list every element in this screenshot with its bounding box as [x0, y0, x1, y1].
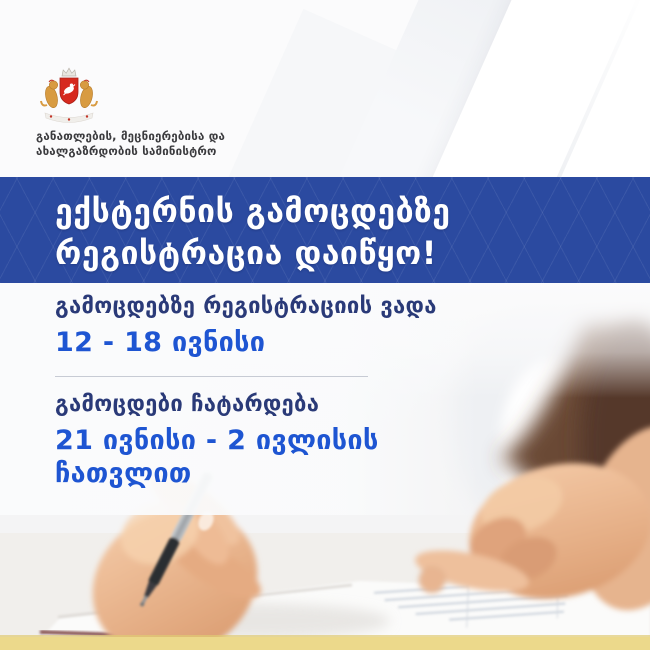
headline-banner: [0, 177, 650, 284]
exam-dates-label: გამოცდები ჩატარდება: [55, 392, 320, 417]
ministry-name: [36, 129, 225, 158]
headline-text: [0, 177, 650, 274]
exam-dates-line2: ჩათვლით: [55, 458, 192, 489]
exam-dates-line1: 21 ივნისი - 2 ივლისის: [55, 425, 379, 456]
georgia-coat-of-arms-icon: [36, 66, 102, 130]
registration-period-label: გამოცდებზე რეგისტრაციის ვადა: [55, 294, 437, 319]
headline-line1: ექსტერნის გამოცდებზე: [55, 192, 451, 230]
ministry-name-line2: ახალგაზრდობის სამინისტრო: [36, 143, 217, 158]
headline-line2: რეგისტრაცია დაიწყო!: [55, 234, 437, 272]
exam-info-block: [55, 294, 535, 490]
ministry-name-line1: განათლების, მეცნიერებისა და: [36, 129, 226, 143]
registration-period-dates: 12 - 18 ივნისი: [55, 327, 266, 358]
divider-line: [55, 376, 368, 377]
